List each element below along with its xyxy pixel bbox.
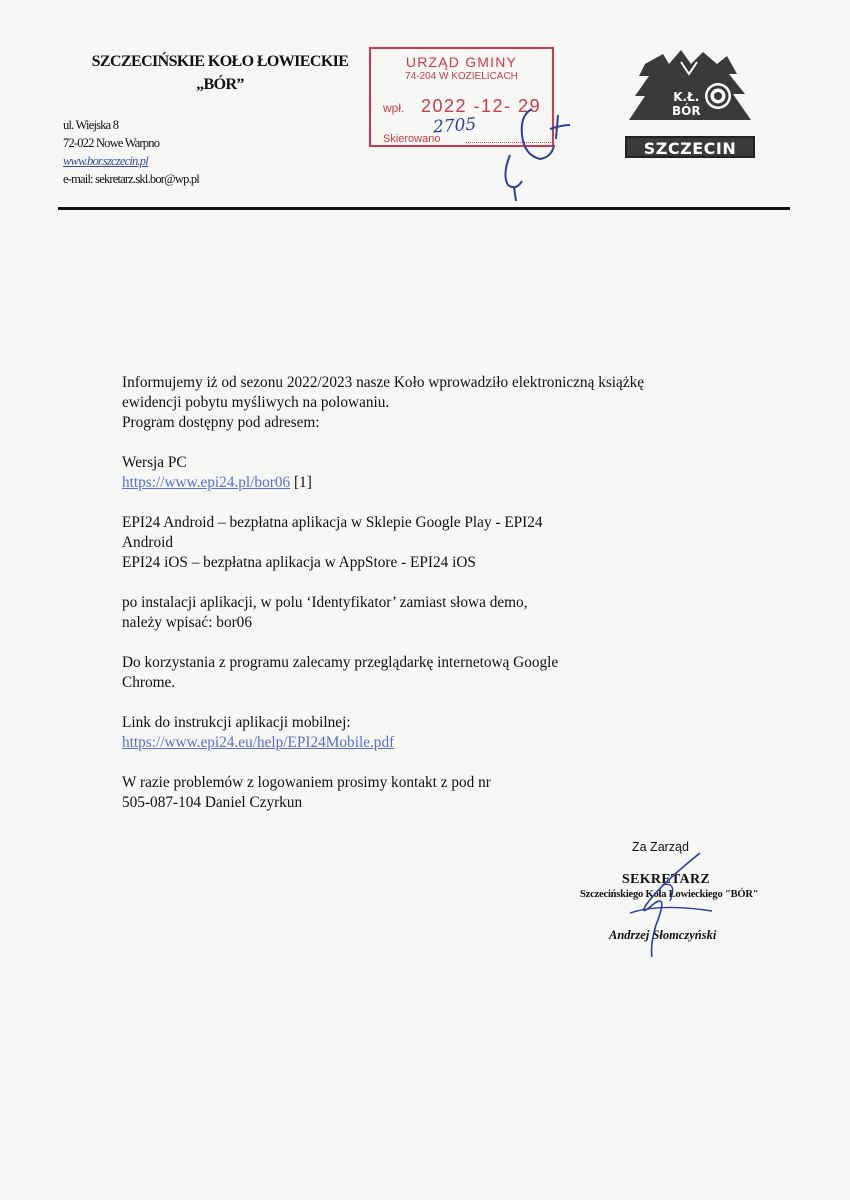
pc-version-link[interactable]: https://www.epi24.pl/bor06 bbox=[122, 474, 291, 491]
android-app-line-2: Android bbox=[122, 534, 173, 551]
stamp-directed-label: Skierowano bbox=[383, 133, 441, 145]
stamp-registry-number: 2705 bbox=[432, 114, 477, 138]
android-app-line-1: EPI24 Android – bezpłatna aplikacja w Sklepie Google Play - EPI24 bbox=[122, 514, 543, 531]
address-city: 72-022 Nowe Warpno bbox=[63, 136, 160, 150]
browser-line-2: Chrome. bbox=[122, 674, 176, 691]
pc-version-label: Wersja PC bbox=[122, 454, 187, 471]
address-street: ul. Wiejska 8 bbox=[63, 118, 119, 132]
club-logo-city: SZCZECIN bbox=[625, 136, 755, 158]
club-logo-kl: K.Ł. bbox=[673, 90, 700, 104]
install-paragraph bbox=[122, 593, 742, 633]
intro-paragraph bbox=[122, 373, 742, 433]
browser-paragraph bbox=[122, 653, 742, 693]
pc-version-ref: [1] bbox=[290, 474, 312, 491]
browser-line-1: Do korzystania z programu zalecamy przeglądarkę internetową Google bbox=[122, 654, 559, 671]
email-address: e-mail: sekretarz.skl.bor@wp.pl bbox=[63, 172, 199, 186]
manual-paragraph bbox=[122, 713, 742, 753]
install-line-1: po instalacji aplikacji, w polu ‘Identyfikator’ zamiast słowa demo, bbox=[122, 594, 528, 611]
manual-link[interactable]: https://www.epi24.eu/help/EPI24Mobile.pdf bbox=[122, 734, 395, 751]
letter-body bbox=[122, 373, 742, 833]
install-line-2: należy wpisać: bor06 bbox=[122, 614, 252, 631]
pc-version-line bbox=[122, 473, 742, 493]
stamp-address: 74-204 W KOZIELICACH bbox=[405, 71, 518, 82]
pc-version-paragraph bbox=[122, 453, 742, 493]
stamp-title: URZĄD GMINY bbox=[405, 54, 518, 70]
club-logo-initials bbox=[672, 90, 701, 118]
handwritten-signature bbox=[600, 845, 730, 965]
organization-name-line1: SZCZECIŃSKIE KOŁO ŁOWIECKIE bbox=[91, 53, 349, 70]
contact-paragraph bbox=[122, 773, 742, 813]
signature-title: SEKRETARZ bbox=[622, 872, 711, 887]
manual-label: Link do instrukcji aplikacji mobilnej: bbox=[122, 714, 351, 731]
contact-line-2: 505-087-104 Daniel Czyrkun bbox=[122, 794, 303, 811]
club-logo-bor: BÓR bbox=[672, 104, 701, 118]
contact-line-1: W razie problemów z logowaniem prosimy kontakt z pod nr bbox=[122, 774, 491, 791]
signer-name: Andrzej Słomczyński bbox=[609, 928, 717, 942]
stamp-received-label: wpł. bbox=[383, 101, 405, 115]
stamp-received-date: 2022 -12- 29 bbox=[421, 96, 542, 116]
intro-line-2: ewidencji pobytu myśliwych na polowaniu. bbox=[122, 394, 390, 411]
on-behalf-label: Za Zarząd bbox=[632, 840, 689, 854]
mobile-apps-paragraph bbox=[122, 513, 742, 573]
ios-app-line: EPI24 iOS – bezpłatna aplikacja w AppStore - EPI24 iOS bbox=[122, 554, 476, 571]
organization-name bbox=[60, 50, 380, 96]
handwritten-stamp-scribble bbox=[480, 95, 580, 205]
intro-line-1: Informujemy iż od sezonu 2022/2023 nasze Koło wprowadziło elektroniczną książkę bbox=[122, 374, 645, 391]
organization-address bbox=[63, 116, 199, 188]
intro-line-3: Program dostępny pod adresem: bbox=[122, 414, 320, 431]
club-logo bbox=[625, 50, 755, 160]
organization-name-line2: „BÓR” bbox=[196, 76, 244, 93]
signature-subtitle: Szczecińskiego Koła Łowieckiego "BÓR" bbox=[580, 889, 759, 900]
header-divider bbox=[58, 207, 790, 210]
website-link[interactable]: www.bor.szczecin.pl bbox=[63, 154, 148, 168]
